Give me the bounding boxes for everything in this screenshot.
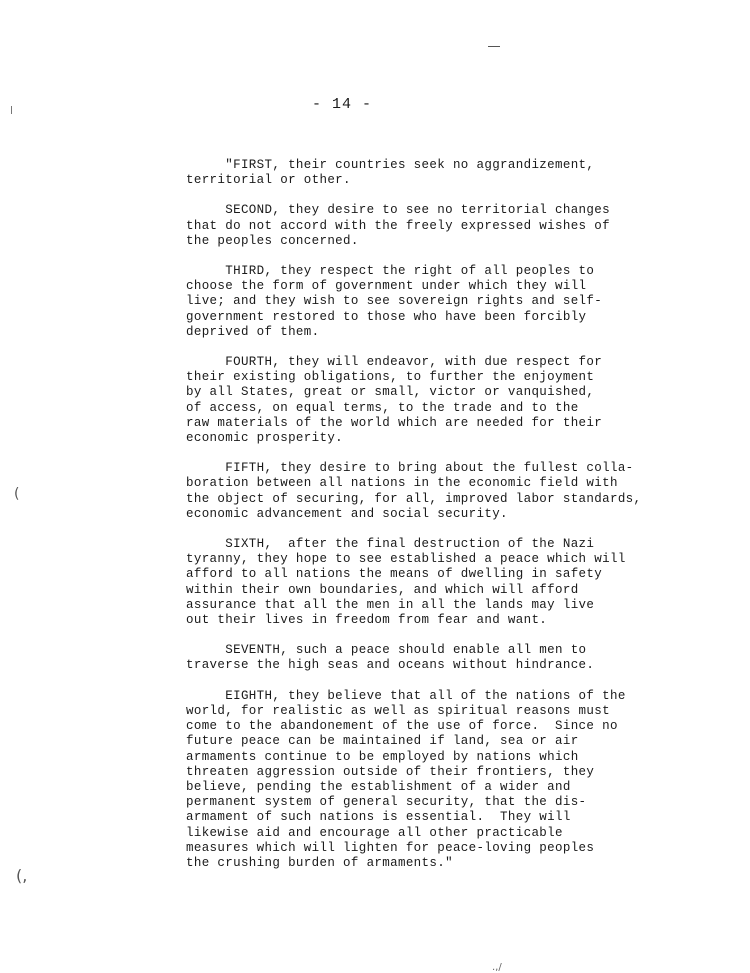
text-line: believe, pending the establishment of a wider and <box>186 779 571 794</box>
text-line: come to the abandonement of the use of force. Since no <box>186 719 618 734</box>
text-line: choose the form of government under which they will <box>186 279 587 294</box>
text-line: the object of securing, for all, improved labor standards, <box>186 491 642 506</box>
document-body <box>186 158 706 886</box>
text-line: measures which will lighten for peace-loving peoples <box>186 840 595 855</box>
text-line: afford to all nations the means of dwelling in safety <box>186 567 603 582</box>
text-line: SIXTH, after the final destruction of the Nazi <box>186 537 595 552</box>
text-line: their existing obligations, to further the enjoyment <box>186 370 595 385</box>
text-line: raw materials of the world which are needed for their <box>186 415 603 430</box>
text-line: the crushing burden of armaments." <box>186 855 453 870</box>
text-line: future peace can be maintained if land, sea or air <box>186 734 579 749</box>
text-line: live; and they wish to see sovereign rights and self- <box>186 294 603 309</box>
text-line: THIRD, they respect the right of all peoples to <box>186 264 595 279</box>
bottom-mark: .,/ <box>492 962 502 973</box>
text-line: out their lives in freedom from fear and want. <box>186 613 548 628</box>
text-line: traverse the high seas and oceans without hindrance. <box>186 658 595 673</box>
text-line: assurance that all the men in all the lands may live <box>186 597 595 612</box>
paragraph <box>186 461 706 522</box>
text-line: FOURTH, they will endeavor, with due respect for <box>186 355 603 370</box>
paragraph <box>186 264 706 340</box>
paragraph <box>186 643 706 673</box>
text-line: FIFTH, they desire to bring about the fullest colla- <box>186 461 634 476</box>
stray-mark <box>488 46 500 47</box>
text-line: threaten aggression outside of their frontiers, they <box>186 764 595 779</box>
text-line: "FIRST, their countries seek no aggrandizement, <box>186 158 595 172</box>
margin-mark-lower: (, <box>16 866 28 885</box>
paragraph <box>186 537 706 628</box>
text-line: permanent system of general security, that the dis- <box>186 795 587 810</box>
paragraph <box>186 203 706 249</box>
text-line: armament of such nations is essential. They will <box>186 810 571 825</box>
text-line: of access, on equal terms, to the trade and to the <box>186 400 579 415</box>
text-line: territorial or other. <box>186 173 351 188</box>
text-line: tyranny, they hope to see established a peace which will <box>186 552 626 567</box>
paragraph <box>186 158 706 188</box>
text-line: EIGHTH, they believe that all of the nations of the <box>186 688 626 703</box>
text-line: the peoples concerned. <box>186 233 359 248</box>
text-line: boration between all nations in the economic field with <box>186 476 618 491</box>
text-line: within their own boundaries, and which will afford <box>186 582 579 597</box>
text-line: world, for realistic as well as spiritual reasons must <box>186 703 610 718</box>
text-line: SEVENTH, such a peace should enable all men to <box>186 643 587 658</box>
margin-mark-upper: ( <box>14 486 20 502</box>
text-line: that do not accord with the freely expressed wishes of <box>186 218 610 233</box>
text-line: likewise aid and encourage all other practicable <box>186 825 563 840</box>
paragraph <box>186 689 706 871</box>
text-line: by all States, great or small, victor or vanquished, <box>186 385 595 400</box>
paragraph <box>186 355 706 446</box>
text-line: deprived of them. <box>186 324 320 339</box>
text-line: government restored to those who have been forcibly <box>186 309 587 324</box>
text-line: economic advancement and social security. <box>186 506 508 521</box>
page-number: - 14 - <box>311 96 372 113</box>
text-line: SECOND, they desire to see no territorial changes <box>186 203 610 218</box>
text-line: economic prosperity. <box>186 431 344 446</box>
text-line: armaments continue to be employed by nations which <box>186 749 579 764</box>
